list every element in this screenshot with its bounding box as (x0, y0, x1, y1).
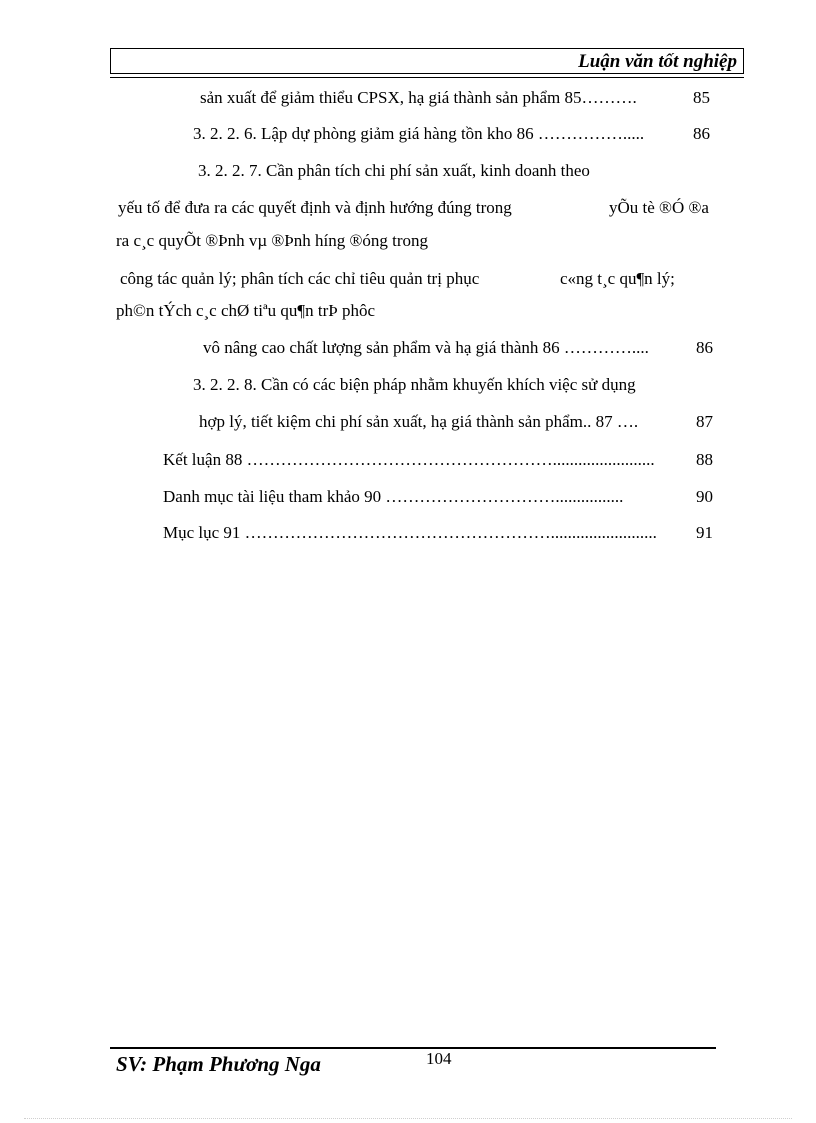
toc-line-3: 3. 2. 2. 7. Cần phân tích chi phí sản xuất, kinh doanh theo (198, 161, 590, 180)
toc-page-8: 86 (696, 338, 713, 357)
toc-line-5: ra c¸c quyÕt ®Þnh vµ ®Þnh híng ®óng trong (116, 231, 429, 250)
page-edge-dots (24, 1118, 792, 1119)
footer-page-number: 104 (426, 1049, 452, 1068)
toc-page-2: 86 (693, 124, 710, 143)
running-header-title: Luận văn tốt nghiệp (578, 51, 737, 72)
toc-line-4a: yếu tố để đưa ra các quyết định và định hướng đúng trong (118, 198, 512, 217)
toc-line-6a: công tác quản lý; phân tích các chỉ tiêu quản trị phục (120, 269, 480, 288)
toc-line-2: 3. 2. 2. 6. Lập dự phòng giảm giá hàng tồn kho 86 ……………..... (193, 124, 645, 143)
toc-page-contents: 91 (696, 523, 713, 542)
toc-line-contents: Mục lục 91 ………………………………………………......................... (163, 523, 657, 542)
toc-page-references: 90 (696, 487, 713, 506)
toc-line-1: sản xuất để giảm thiểu CPSX, hạ giá thành sản phẩm 85………. (200, 88, 637, 107)
header-rule (110, 77, 744, 78)
header-box (110, 48, 744, 74)
toc-line-conclusion: Kết luận 88 ………………………………………………........................ (163, 450, 655, 469)
toc-line-9: 3. 2. 2. 8. Cần có các biện pháp nhằm khuyến khích việc sử dụng (193, 375, 636, 394)
toc-page-10: 87 (696, 412, 713, 431)
footer-rule (110, 1047, 716, 1049)
toc-line-8: vô nâng cao chất lượng sản phẩm và hạ giá thành 86 ………….... (203, 338, 649, 357)
toc-line-10: hợp lý, tiết kiệm chi phí sản xuất, hạ giá thành sản phẩm.. 87 …. (199, 412, 639, 431)
toc-line-references: Danh mục tài liệu tham khảo 90 …………………………................ (163, 487, 624, 506)
toc-page-1: 85 (693, 88, 710, 107)
footer-student-name: SV: Phạm Phương Nga (116, 1052, 321, 1076)
toc-page-conclusion: 88 (696, 450, 713, 469)
toc-line-4b: yÕu tè ®Ó ®a (609, 198, 709, 217)
toc-line-7: ph©n tÝch c¸c chØ tiªu qu¶n trÞ phôc (116, 301, 376, 320)
toc-line-6b: c«ng t¸c qu¶n lý; (560, 269, 675, 288)
